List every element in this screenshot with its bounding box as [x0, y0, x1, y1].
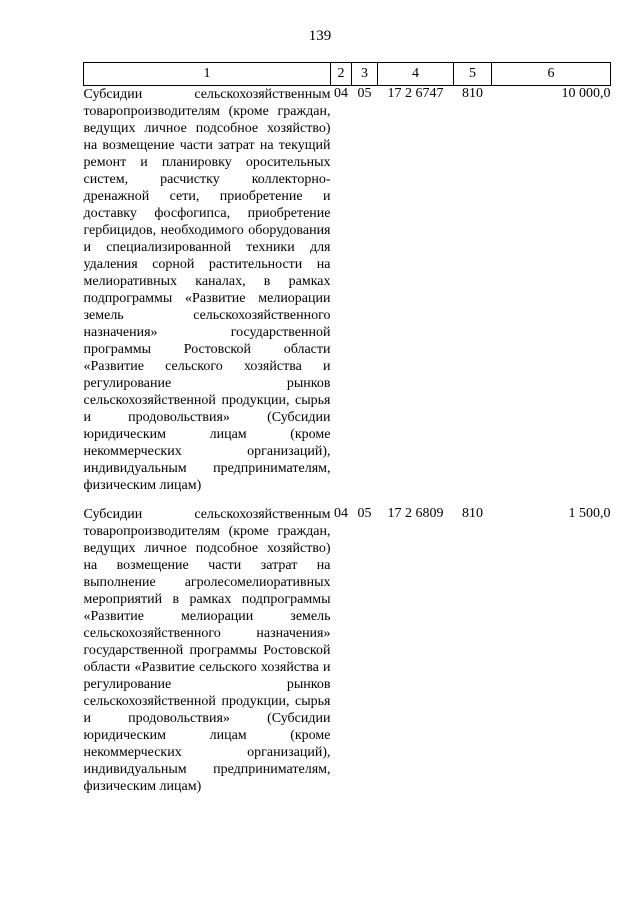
- row-amount: 10 000,0: [561, 86, 611, 101]
- row-target-item-code: 17 2 6747: [387, 86, 444, 101]
- budget-table: [83, 62, 611, 795]
- column-header-6: 6: [492, 63, 611, 86]
- row-spacer: [84, 494, 611, 506]
- column-header-2: 2: [331, 63, 352, 86]
- row-section-code: 04: [334, 86, 348, 101]
- column-header-1: 1: [84, 63, 331, 86]
- row-section-code: 04: [334, 506, 348, 521]
- row-amount: 1 500,0: [568, 506, 611, 521]
- table-row: [84, 506, 611, 795]
- column-header-3: 3: [352, 63, 378, 86]
- row-subsection-code: 05: [357, 86, 372, 101]
- table-header-row: [84, 63, 611, 86]
- column-header-4: 4: [378, 63, 454, 86]
- table-row: [84, 86, 611, 495]
- row-gap: [84, 494, 611, 506]
- row-expense-type-code: 810: [462, 86, 483, 101]
- row-subsection-code: 05: [357, 506, 372, 521]
- column-header-5: 5: [454, 63, 492, 86]
- page-number: 139: [308, 28, 332, 44]
- row-expense-type-code: 810: [462, 506, 483, 521]
- row-name: Субсидии сельскохозяйственным товаропроизводителям (кроме граждан, ведущих личное подсобное хозяйство) на возмещение части затрат на выполнение агролесомелиоративных мероприятий в рамках подпрограммы «Развитие мелиорации земель сельскохозяйственного назначения» государственной программы Ростовской области «Развитие сельского хозяйства и регулирование рынков сельскохозяйственной продукции, сырья и продовольствия» (Субсидии юридическим лицам (кроме некоммерческих организаций), индивидуальным предпринимателям, физическим лицам): [83, 507, 331, 794]
- row-name: Субсидии сельскохозяйственным товаропроизводителям (кроме граждан, ведущих личное подсобное хозяйство) на возмещение части затрат на текущий ремонт и планировку оросительных систем, расчистку коллекторно-дренажной сети, приобретение и доставку фосфогипса, приобретение гербицидов, необходимого оборудования и специализированной техники для удаления сорной растительности на мелиоративных каналах, в рамках подпрограммы «Развитие мелиорации земель сельскохозяйственного назначения» государственной программы Ростовской области «Развитие сельского хозяйства и регулирование рынков сельскохозяйственной продукции, сырья и продовольствия» (Субсидии юридическим лицам (кроме некоммерческих организаций), индивидуальным предпринимателям, физическим лицам): [83, 87, 331, 493]
- row-target-item-code: 17 2 6809: [387, 506, 444, 521]
